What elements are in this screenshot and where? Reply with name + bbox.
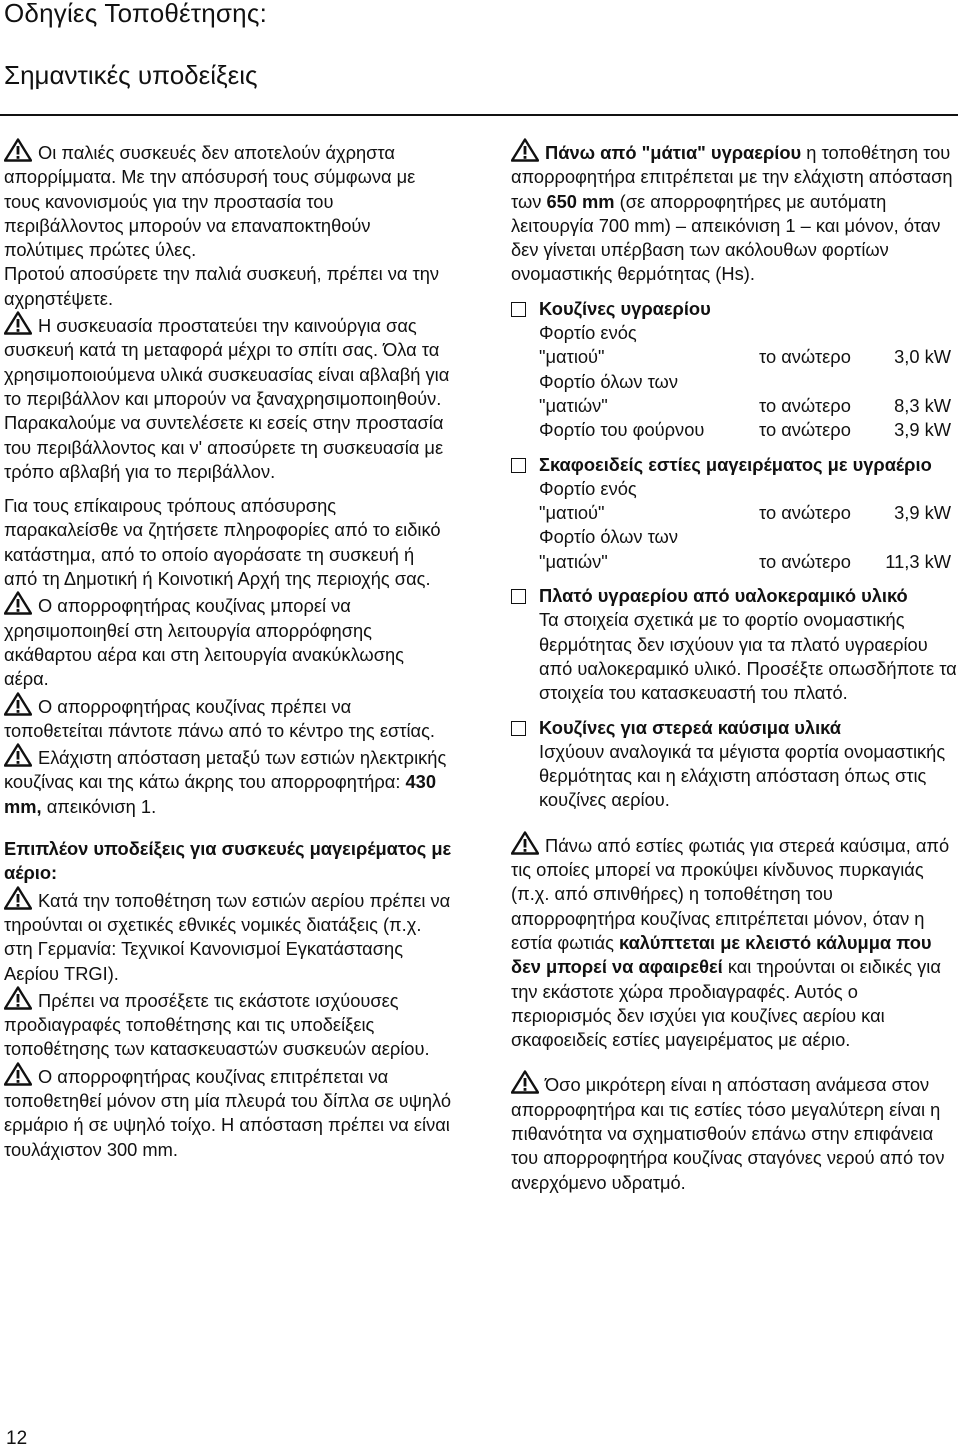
warning-triangle-icon (4, 311, 34, 335)
load-row: Φορτίο όλων των (539, 526, 678, 548)
warning-triangle-icon (4, 138, 34, 162)
checkbox-icon (511, 721, 526, 736)
list-item-glass-ceramic (511, 584, 957, 705)
warning-triangle-icon (511, 831, 541, 855)
load-row: "ματιών" το ανώτερο 11,3 kW (539, 550, 951, 572)
checkbox-icon (511, 458, 526, 473)
paragraph-min-distance: Ελάχιστη απόσταση μεταξύ των εστιών ηλεκτρικής κουζίνας και της κάτω άκρης του απορροφητήρα: 430 mm, απεικόνιση 1. (4, 743, 452, 819)
list-item-title: Κουζίνες υγραερίου (539, 297, 711, 319)
warning-triangle-icon (511, 1070, 541, 1094)
warning-triangle-icon (4, 986, 34, 1010)
load-row: Φορτίο ενός (539, 477, 637, 499)
paragraph-solid-fuel: Πάνω από εστίες φωτιάς για στερεά καύσιμα, από τις οποίες μπορεί να προκύψει κίνδυνος πυρκαγιάς (π.χ. από σπινθήρες) η τοποθέτηση του απορροφητήρα κουζίνας επιτρέπεται μόνον, όταν η εστία φωτιάς καλύπτεται με κλειστό κάλυμμα που δεν μπορεί να αφαιρεθεί και τηρούνται οι ειδικές για την εκάστοτε χώρα προδιαγραφές. Αυτός ο περιορισμός δεν ισχύει για κουζίνες αερίου και σκαφοειδείς εστίες μαγειρέματος με αέριο. (511, 831, 957, 1053)
paragraph-disable-old: Προτού αποσύρετε την παλιά συσκευή, πρέπει να την αχρηστέψετε. (4, 263, 440, 309)
load-row: "ματιού" το ανώτερο 3,9 kW (539, 502, 951, 524)
warning-triangle-icon (511, 138, 541, 162)
paragraph-packaging: Η συσκευασία προστατεύει την καινούργια σας συσκευή κατά τη μεταφορά μέχρι το σπίτι σας. Όλα τα χρησιμοποιούμενα υλικά συσκευασίας είναι αβλαβή για το περιβάλλον και μπορούν να ξαναχρησιμοποιηθούν. (4, 311, 452, 411)
page-number: 12 (6, 1428, 28, 1449)
paragraph-gas-regulations: Κατά την τοποθέτηση των εστιών αερίου πρέπει να τηρούνται οι σχετικές εθνικές νομικές διατάξεις (π.χ. στη Γερμανία: Τεχνικοί Κανονισμοί Εγκατάστασης Αερίου TRGI). (4, 886, 452, 986)
paragraph-side-clearance: Ο απορροφητήρας κουζίνας επιτρέπεται να τοποθετηθεί μόνον στη μία πλευρά του δίπλα σε υψηλό ερμάριο ή σε υψηλό τοίχο. Η απόσταση πρέπει να είναι τουλάχιστον 300 mm. (4, 1062, 452, 1162)
load-row: "ματιού" το ανώτερο 3,0 kW (539, 346, 951, 368)
paragraph-packaging-disposal: Παρακαλούμε να συντελέσετε κι εσείς στην προστασία του περιβάλλοντος και ν' αποσύρετε τη συσκευασία με τρόπο αβλαβή για το περιβάλλον. (4, 412, 444, 482)
paragraph-old-appliances: Οι παλιές συσκευές δεν αποτελούν άχρηστα απορρίμματα. Με την απόσυρσή τους σύμφωνα με τους κανονισμούς για την προστασία του περιβάλλοντος μπορούν να επαναποκτηθούν πολύτιμες πρώτες ύλες. (4, 138, 452, 262)
checkbox-icon (511, 589, 526, 604)
page-title: Οδηγίες Τοποθέτησης: (4, 0, 267, 28)
title-divider (0, 114, 958, 116)
list-item-text: Τα στοιχεία σχετικά με το φορτίο ονομαστικής θερμότητας δεν ισχύουν για τα πλατό υγραερίου από υαλοκεραμικό υλικό. Προσέξτε οπωσδήποτε τα στοιχεία του κατασκευαστή του πλατό. (539, 609, 957, 704)
paragraph-condensation: Όσο μικρότερη είναι η απόσταση ανάμεσα στον απορροφητήρα και τις εστίες τόσο μεγαλύτερη είναι η πιθανότητα να σχηματισθούν επάνω στην επιφάνεια του απορροφητήρα κουζίνας σταγόνες νερού από τον ανερχόμενο υδρατμό. (511, 1070, 957, 1194)
load-row: Φορτίο όλων των (539, 370, 678, 392)
load-row: "ματιών" το ανώτερο 8,3 kW (539, 394, 951, 416)
paragraph-manufacturer-specs: Πρέπει να προσέξετε τις εκάστοτε ισχύουσες προδιαγραφές τοποθέτησης και τις υποδείξεις τοποθέτησης των κατασκευαστών συσκευών αερίου. (4, 986, 452, 1062)
paragraph-centering: Ο απορροφητήρας κουζίνας πρέπει να τοποθετείται πάντοτε πάνω από το κέντρο της εστίας. (4, 692, 452, 744)
section-title: Σημαντικές υποδείξεις (4, 60, 258, 90)
checkbox-icon (511, 302, 526, 317)
load-row: Φορτίο του φούρνου το ανώτερο 3,9 kW (539, 419, 951, 441)
warning-triangle-icon (4, 591, 34, 615)
gas-appliances-heading: Επιπλέον υποδείξεις για συσκευές μαγειρέματος με αέριο: (4, 838, 452, 884)
paragraph-operation-modes: Ο απορροφητήρας κουζίνας μπορεί να χρησιμοποιηθεί στη λειτουργία απορρόφησης ακάθαρτου αέρα και στη λειτουργία ανακύκλωσης αέρα. (4, 591, 452, 691)
list-item-title: Πλατό υγραερίου από υαλοκεραμικό υλικό (539, 585, 908, 607)
paragraph-disposal-info: Για τους επίκαιρους τρόπους απόσυρσης παρακαλείσθε να ζητήσετε πληροφορίες από το ειδικό κατάστημα, από το οποίο αγοράσατε τη συσκευή ή από τη Δημοτική ή Κοινοτική Αρχή της περιοχής σας. (4, 495, 441, 590)
warning-triangle-icon (4, 886, 34, 910)
warning-triangle-icon (4, 743, 34, 767)
load-row: Φορτίο ενός (539, 322, 637, 344)
list-item-title: Σκαφοειδείς εστίες μαγειρέματος με υγραέριο (539, 453, 932, 475)
list-item-title: Κουζίνες για στερεά καύσιμα υλικά (539, 716, 841, 738)
list-item-text: Ισχύουν αναλογικά τα μέγιστα φορτία ονομαστικής θερμότητας και η ελάχιστη απόσταση όπως στις κουζίνες αερίου. (539, 740, 946, 811)
warning-triangle-icon (4, 692, 34, 716)
list-item-solid-fuel (511, 716, 957, 813)
list-item-gas-cookers (511, 297, 957, 443)
left-column (4, 138, 452, 1162)
list-item-trough-burners (511, 453, 957, 574)
right-column (511, 138, 957, 1195)
warning-triangle-icon (4, 1062, 34, 1086)
paragraph-gas-hobs: Πάνω από "μάτια" υγραερίου η τοποθέτηση του απορροφητήρα επιτρέπεται με την ελάχιστη απόσταση των 650 mm (σε απορροφητήρες με αυτόματη λειτουργία 700 mm) – απεικόνιση 1 – και μόνον, όταν δεν γίνεται υπέρβαση των ακόλουθων φορτίων ονομαστικής θερμότητας (Hs). (511, 138, 957, 287)
